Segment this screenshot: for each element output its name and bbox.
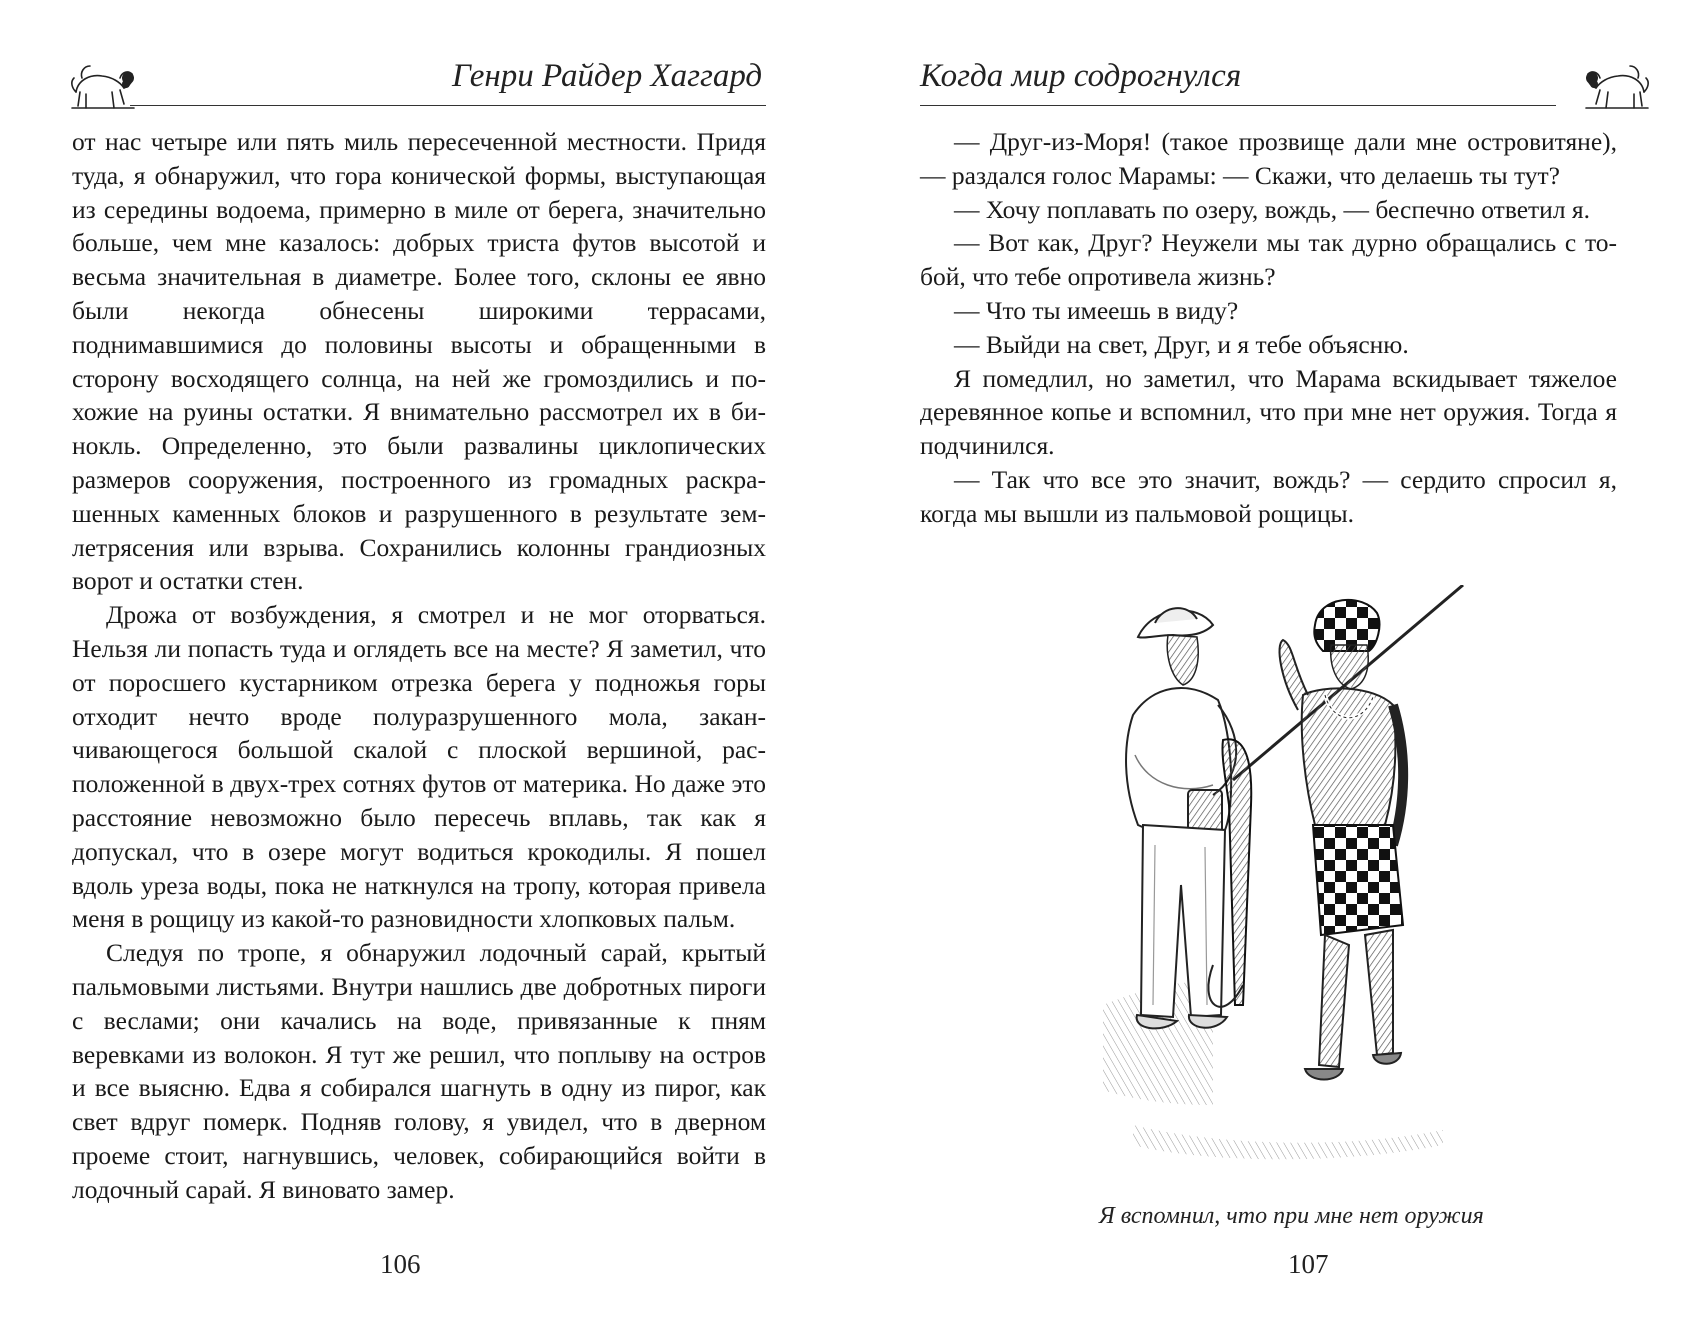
figure-explorer xyxy=(1126,608,1236,1028)
paragraph: — Друг-из-Моря! (такое прозвище дали мне островитяне), — раздался голос Марамы: — Скажи, что делаешь ты тут? xyxy=(920,127,1617,190)
paragraph: — Хочу поплавать по озеру, вождь, — беспечно ответил я. xyxy=(954,194,1591,224)
right-page xyxy=(853,0,1707,1341)
paragraph: от нас четыре или пять миль пересеченной местности. Придя туда, я обнаружил, что гора конической формы, выступающая из середины водоема, примерно в миле от берега, значительно больше, чем мне казалось: добрых триста футов высотой и весьма значительная в диаметре. Более того, склоны ее явно были некогда обнесены широкими террасами, поднимавшимися до половины высоты и обращенными в сторону восходящего солнца, на ней же громоздились и похожие на руины остатки. Я внимательно рассмотрел их в бинокль. Определенно, это были развалины циклопических размеров сооружения, построенного из громадных раскрашенных каменных блоков и разрушенного в результате землетрясения или взрыва. Сохранились колонны грандиозных ворот и остатки стен. xyxy=(72,127,766,596)
header-rule xyxy=(920,105,1556,106)
page-number: 107 xyxy=(1288,1249,1329,1279)
illustration xyxy=(1093,585,1473,1170)
header-rule xyxy=(130,105,766,106)
paragraph: — Так что все это значит, вождь? — сердито спросил я, когда мы вышли из пальмовой рощицы. xyxy=(920,464,1617,528)
paragraph: Я помедлил, но заметил, что Марама вскидывает тяжелое деревянное копье и вспомнил, что при мне нет оружия. Тогда я подчинился. xyxy=(920,363,1617,461)
left-page xyxy=(0,0,853,1341)
running-header-author: Генри Райдер Хаггард xyxy=(452,58,763,94)
body-text xyxy=(72,125,766,1207)
paragraph: Дрожа от возбуждения, я смотрел и не мог оторваться. Нельзя ли попасть туда и оглядеть все на месте? Я заметил, что от поросшего кустарником отрезка берега у подножья горы отходит нечто вроде полуразрушенного мола, заканчивающегося большой скалой с плоской вершиной, расположенной в двух-трех сотнях футов от материка. Но даже это расстояние невозможно было пересечь вплавь, так как я допускал, что в озере могут водиться крокодилы. Я пошел вдоль уреза воды, пока не наткнулся на тропу, которая привела меня в рощицу из какой-то разновидности хлопковых пальм. xyxy=(72,600,766,934)
running-header-title: Когда мир содрогнулся xyxy=(920,58,1242,94)
wooden-club xyxy=(1222,739,1251,1005)
lion-emblem-icon xyxy=(68,58,138,114)
paragraph: — Вот как, Друг? Неужели мы так дурно обращались с тобой, что тебе опротивела жизнь? xyxy=(920,228,1617,292)
figure-islander xyxy=(1279,600,1403,1080)
illustration-caption: Я вспомнил, что при мне нет оружия xyxy=(1099,1203,1484,1229)
lion-emblem-icon xyxy=(1582,58,1652,114)
paragraph: Следуя по тропе, я обнаружил лодочный сарай, крытый пальмовыми листьями. Внутри нашлись две добротных пироги с веслами; они качались на воде, привязанные к пням веревками из волокон. Я тут же решил, что поплыву на остров и все выясню. Едва я собирался шагнуть в одну из пирог, как свет вдруг померк. Подняв голову, я увидел, что в дверном проеме стоит, нагнувшись, человек, собирающийся войти в лодочный сарай. Я виновато замер. xyxy=(72,938,766,1204)
ground-shading xyxy=(1133,1125,1443,1159)
paragraph: — Выйди на свет, Друг, и я тебе объясню. xyxy=(954,329,1409,359)
paragraph: — Что ты имеешь в виду? xyxy=(954,295,1239,325)
page-number: 106 xyxy=(380,1249,421,1279)
body-text xyxy=(920,125,1617,531)
